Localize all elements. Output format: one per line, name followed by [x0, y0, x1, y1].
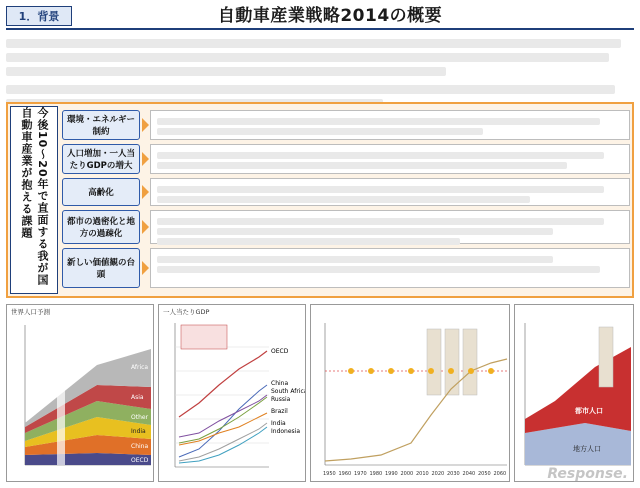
header-rule: [6, 28, 634, 30]
row-text-urbanization: [150, 210, 630, 244]
area-urban: [525, 347, 631, 433]
row-label-population: 人口増加・一人当たりGDPの増大: [62, 144, 140, 174]
section-tab: 1．背景: [6, 6, 72, 26]
year-tick: 2010: [416, 471, 429, 477]
year-tick: 1980: [369, 471, 383, 477]
year-tick: 2020: [431, 471, 445, 477]
chart-urban-rural: [514, 304, 634, 482]
page-title: 自動車産業戦略2014の概要: [217, 6, 443, 26]
label-africa: Africa: [131, 364, 149, 371]
year-tick: 2060: [493, 471, 507, 477]
chart-gdp-title: 一人当たりGDP: [163, 308, 210, 316]
line-russia: [179, 395, 267, 437]
intro-line: [6, 53, 609, 62]
label-oecd: OECD: [271, 348, 289, 355]
chart-aging: [310, 304, 510, 482]
sidebar-caption: 今後10～20年で直面する我が国自動車産業が抱える課題: [20, 107, 49, 286]
label-rural: 地方人口: [573, 445, 601, 453]
line-india: [179, 427, 267, 463]
label-other: Other: [131, 414, 149, 421]
row-text-aging: [150, 178, 630, 206]
row-label-urbanization: 都市の過密化と地方の過疎化: [62, 210, 140, 244]
chart-population-svg: [7, 305, 154, 482]
label-indonesia: Indonesia: [271, 428, 301, 435]
year-tick: 1950: [323, 471, 336, 477]
intro-line: [6, 67, 446, 76]
label-south-africa: South Africa: [271, 388, 307, 395]
chart-urban-rural-svg: [515, 305, 634, 482]
label-russia: Russia: [271, 396, 291, 403]
intro-line: [6, 39, 621, 48]
line-china: [179, 385, 267, 457]
row-label-environment: 環境・エネルギー制約: [62, 110, 140, 140]
chart-population-title: 世界人口予測: [11, 308, 50, 316]
intro-line: [6, 85, 615, 94]
year-tick: 2050: [478, 471, 491, 477]
label-oecd: OECD: [131, 457, 149, 464]
arrow-icon: [142, 152, 149, 166]
row-text-new-values: [150, 248, 630, 288]
label-china: China: [131, 443, 149, 450]
chart-gdp: [158, 304, 306, 482]
arrow-icon: [142, 118, 149, 132]
label-india: India: [271, 420, 286, 427]
label-asia: Asia: [131, 394, 144, 401]
label-urban: 都市人口: [575, 407, 603, 415]
row-label-aging: 高齢化: [62, 178, 140, 206]
chart-population: [6, 304, 154, 482]
chart-aging-svg: [311, 305, 510, 482]
row-text-population: [150, 144, 630, 174]
aging-curve: [325, 359, 507, 461]
year-tick: 1970: [354, 471, 367, 477]
label-china: China: [271, 380, 289, 387]
arrow-icon: [142, 185, 149, 199]
intro-text: [6, 34, 634, 98]
year-tick: 2040: [462, 471, 476, 477]
chart-gdp-svg: [159, 305, 306, 482]
year-tick: 2030: [447, 471, 460, 477]
label-india: India: [131, 428, 146, 435]
row-text-environment: [150, 110, 630, 140]
label-brazil: Brazil: [271, 408, 288, 415]
year-tick: 2000: [400, 471, 414, 477]
challenges-sidebar: [10, 106, 58, 294]
arrow-icon: [142, 220, 149, 234]
watermark: Response.: [547, 466, 628, 482]
arrow-icon: [142, 261, 149, 275]
row-label-new-values: 新しい価値観の台頭: [62, 248, 140, 288]
year-tick: 1990: [385, 471, 398, 477]
year-tick: 1960: [338, 471, 352, 477]
